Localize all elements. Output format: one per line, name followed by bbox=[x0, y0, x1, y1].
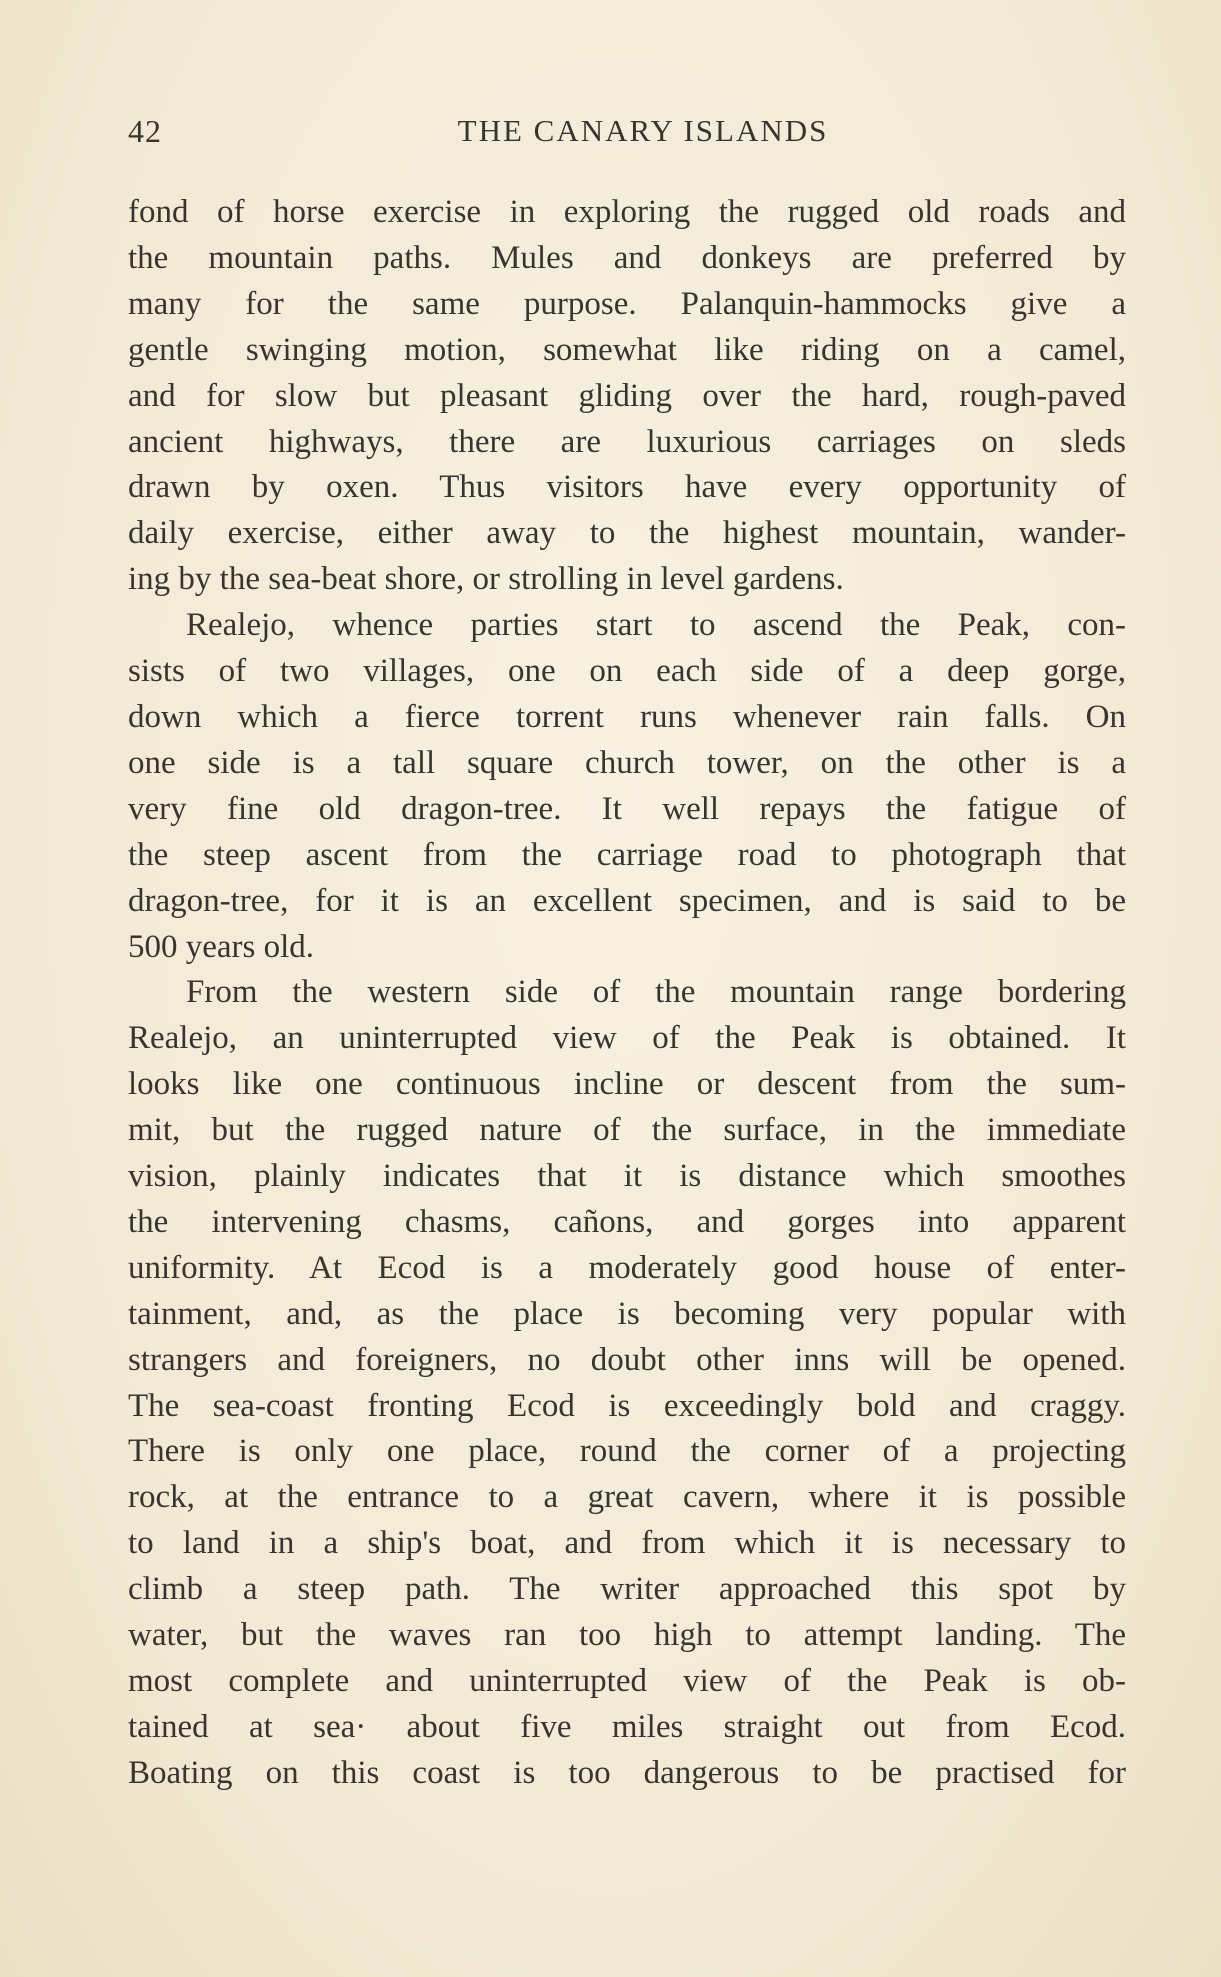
text-line: 500 years old. bbox=[128, 928, 315, 965]
text-line: sists of two villages, one on each side of a deep gorge, bbox=[128, 653, 1126, 690]
text-line-indented bbox=[128, 970, 1126, 1016]
text-line-indented bbox=[128, 603, 1126, 649]
text-line-content: From the western side of the mountain range bordering bbox=[186, 974, 1126, 1011]
text-line: daily exercise, either away to the highest mountain, wander- bbox=[128, 515, 1126, 552]
text-line: climb a steep path. The writer approached this spot by bbox=[128, 1571, 1126, 1608]
text-line: and for slow but pleasant gliding over the hard, rough-paved bbox=[128, 377, 1126, 414]
text-line: the steep ascent from the carriage road to photograph that bbox=[128, 836, 1126, 873]
text-line: rock, at the entrance to a great cavern, where it is possible bbox=[128, 1479, 1126, 1516]
text-line: tained at sea· about five miles straight out from Ecod. bbox=[128, 1708, 1126, 1745]
text-line: The sea-coast fronting Ecod is exceedingly bold and craggy. bbox=[128, 1387, 1126, 1424]
text-line: most complete and uninterrupted view of the Peak is ob- bbox=[128, 1663, 1126, 1699]
text-line: drawn by oxen. Thus visitors have every opportunity of bbox=[128, 469, 1126, 506]
text-line: tainment, and, as the place is becoming very popular with bbox=[128, 1295, 1126, 1332]
text-line: very fine old dragon-tree. It well repays the fatigue of bbox=[128, 790, 1126, 827]
text-line: looks like one continuous incline or descent from the sum- bbox=[128, 1066, 1126, 1103]
text-line: Realejo, an uninterrupted view of the Peak is obtained. It bbox=[128, 1020, 1126, 1057]
text-line: one side is a tall square church tower, on the other is a bbox=[128, 744, 1126, 781]
text-line: down which a fierce torrent runs whenever rain falls. On bbox=[128, 698, 1126, 735]
page-header bbox=[128, 113, 1098, 163]
text-line: strangers and foreigners, no doubt other inns will be opened. bbox=[128, 1341, 1126, 1378]
text-line: Boating on this coast is too dangerous to be practised for bbox=[128, 1754, 1126, 1791]
text-line: uniformity. At Ecod is a moderately good house of enter- bbox=[128, 1249, 1126, 1286]
text-line: gentle swinging motion, somewhat like riding on a camel, bbox=[128, 331, 1126, 368]
running-title: THE CANARY ISLANDS bbox=[457, 113, 829, 148]
text-line: fond of horse exercise in exploring the rugged old roads and bbox=[128, 194, 1126, 230]
text-line: water, but the waves ran too high to attempt landing. The bbox=[128, 1617, 1126, 1654]
body-text bbox=[128, 190, 1126, 1797]
text-line: mit, but the rugged nature of the surface, in the immediate bbox=[128, 1112, 1126, 1149]
text-line: There is only one place, round the corner of a projecting bbox=[128, 1433, 1126, 1470]
text-line: to land in a ship's boat, and from which it is necessary to bbox=[128, 1525, 1126, 1562]
text-line: ancient highways, there are luxurious carriages on sleds bbox=[128, 423, 1126, 460]
text-line: dragon-tree, for it is an excellent specimen, and is said to be bbox=[128, 882, 1126, 919]
text-line: the mountain paths. Mules and donkeys are preferred by bbox=[128, 239, 1126, 276]
text-line: the intervening chasms, cañons, and gorges into apparent bbox=[128, 1203, 1126, 1240]
text-line: ing by the sea-beat shore, or strolling in level gardens. bbox=[128, 561, 844, 598]
text-line: vision, plainly indicates that it is distance which smoothes bbox=[128, 1158, 1126, 1195]
page-number: 42 bbox=[128, 113, 162, 149]
text-line: many for the same purpose. Palanquin-hammocks give a bbox=[128, 285, 1126, 322]
text-line-content: Realejo, whence parties start to ascend the Peak, con- bbox=[186, 607, 1126, 644]
